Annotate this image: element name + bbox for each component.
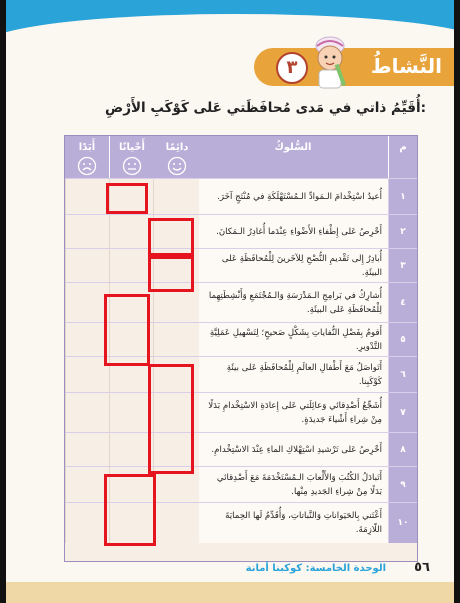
row-number: ٦	[389, 357, 417, 393]
footer-band	[6, 582, 454, 603]
rating-cell-never[interactable]	[65, 249, 109, 283]
rating-cell-always[interactable]	[153, 179, 199, 215]
page-number: ٥٦	[414, 560, 430, 575]
behavior-text: أَقومُ بِفَصْلِ النُّفاياتِ بِشَكْلٍ صَحيحٍ؛ لِتَسْهيلِ عَمَلِيَّةِ التَّدْويرِ.	[199, 323, 389, 357]
row-number: ١	[389, 179, 417, 215]
red-mark-row2-always	[148, 218, 194, 256]
rating-cell-never[interactable]	[65, 503, 109, 543]
workbook-page	[6, 0, 454, 603]
rating-cell-sometimes[interactable]	[109, 393, 153, 433]
red-mark-rows9-10-sometimes	[104, 474, 156, 546]
row-number: ٧	[389, 393, 417, 433]
row-number: ٣	[389, 249, 417, 283]
rating-cell-never[interactable]	[65, 467, 109, 503]
red-mark-rows4-5-sometimes	[104, 294, 150, 366]
student-mascot-icon	[308, 34, 352, 90]
activity-instruction: أُقَيِّمُ ذاتي في مَدى مُحافَظَتي عَلى كَوْكَبِ الأَرْضِ:	[105, 100, 426, 116]
footer-unit-title: الوحدة الخامسة: كوكبنا أمانة	[245, 563, 386, 574]
column-header-always: دائِمًا	[153, 136, 200, 178]
table-row	[65, 214, 417, 249]
row-number: ٥	[389, 323, 417, 357]
row-number: ٨	[389, 433, 417, 467]
behavior-text: أُبادِرُ إِلى تَقْديمِ النُّصْحِ لِلآخَرينَ لِلْمُحافَظَةِ عَلى البيئَةِ.	[199, 249, 389, 283]
rating-cell-always[interactable]	[153, 503, 199, 543]
rating-cell-never[interactable]	[65, 179, 109, 215]
rating-cell-never[interactable]	[65, 433, 109, 467]
rating-cell-never[interactable]	[65, 283, 109, 323]
neutral-face-icon	[122, 156, 142, 176]
behavior-text: أُشارِكُ في بَرامِجِ الـمَدْرَسَةِ وَالـمُجْتَمَعِ وَأَنْشِطَتِهِما لِلْمُحافَظَةِ عَلى البيئَةِ.	[199, 283, 389, 323]
rating-cell-never[interactable]	[65, 357, 109, 393]
column-header-never: أَبَدًا	[65, 136, 109, 178]
column-header-behavior: السُّلوكُ	[198, 136, 389, 178]
rating-cell-never[interactable]	[65, 215, 109, 249]
column-header-number: م	[389, 136, 417, 178]
rating-cell-sometimes[interactable]	[109, 249, 153, 283]
behavior-text: أُعيدُ اسْتِخْدامَ الـمَوادِّ الـمُسْتَهْلَكَةِ في مُنْتَجٍ آخَرَ.	[199, 179, 389, 215]
red-mark-row3-always	[148, 256, 194, 292]
row-number: ٩	[389, 467, 417, 503]
table-row	[65, 432, 417, 467]
rating-cell-sometimes[interactable]	[109, 215, 153, 249]
table-row	[65, 392, 417, 433]
behavior-text: أَحْرِصُ عَلى إِطْفاءِ الأَضْواءِ عِنْدَما أُغادِرُ الـمَكانَ.	[199, 215, 389, 249]
row-number: ٤	[389, 283, 417, 323]
table-row	[65, 248, 417, 283]
activity-label: النَّشاطُ	[370, 54, 442, 78]
activity-number: ٣	[276, 52, 308, 84]
activity-banner	[254, 48, 454, 86]
behavior-text: أَتَواصَلُ مَعَ أَطْفالِ العالَمِ لِلْمُحافَظَةِ عَلى بيئَةِ كَوْكَبِنا.	[199, 357, 389, 393]
column-header-sometimes: أَحْيانًا	[109, 136, 154, 178]
behavior-text: أَحْرِصُ عَلى تَرْشيدِ اسْتِهْلاكِ الماءِ عِنْدَ الاسْتِخْدامِ.	[199, 433, 389, 467]
red-mark-rows6-8-always	[148, 364, 194, 474]
behavior-text: أُشَجِّعُ أَصْدِقائي وَعائِلَتي عَلى إِعادَةِ الاسْتِخْدامِ بَدَلًا مِنْ شِراءِ أَشْياءَ جَديدَةٍ.	[199, 393, 389, 433]
row-number: ٢	[389, 215, 417, 249]
smiling-face-icon	[167, 156, 187, 176]
sad-face-icon	[77, 156, 97, 176]
rating-cell-never[interactable]	[65, 323, 109, 357]
rating-cell-sometimes[interactable]	[109, 433, 153, 467]
rating-cell-never[interactable]	[65, 393, 109, 433]
row-number: ١٠	[389, 503, 417, 543]
behavior-text: أَعْتَني بِالحَيَواناتِ وَالنَّباتاتِ، وَأُقَدِّمُ لَها الحِمايَةَ اللّازِمَةَ.	[199, 503, 389, 543]
behavior-text: أَتَبادَلُ الكُتُبَ وَالأَلْعابَ الـمُسْتَخْدَمَةَ مَعَ أَصْدِقائي بَدَلًا مِنْ شِراءِ الجَديدِ مِنْها.	[199, 467, 389, 503]
rating-cell-always[interactable]	[153, 323, 199, 357]
red-mark-row1-sometimes	[106, 183, 148, 214]
